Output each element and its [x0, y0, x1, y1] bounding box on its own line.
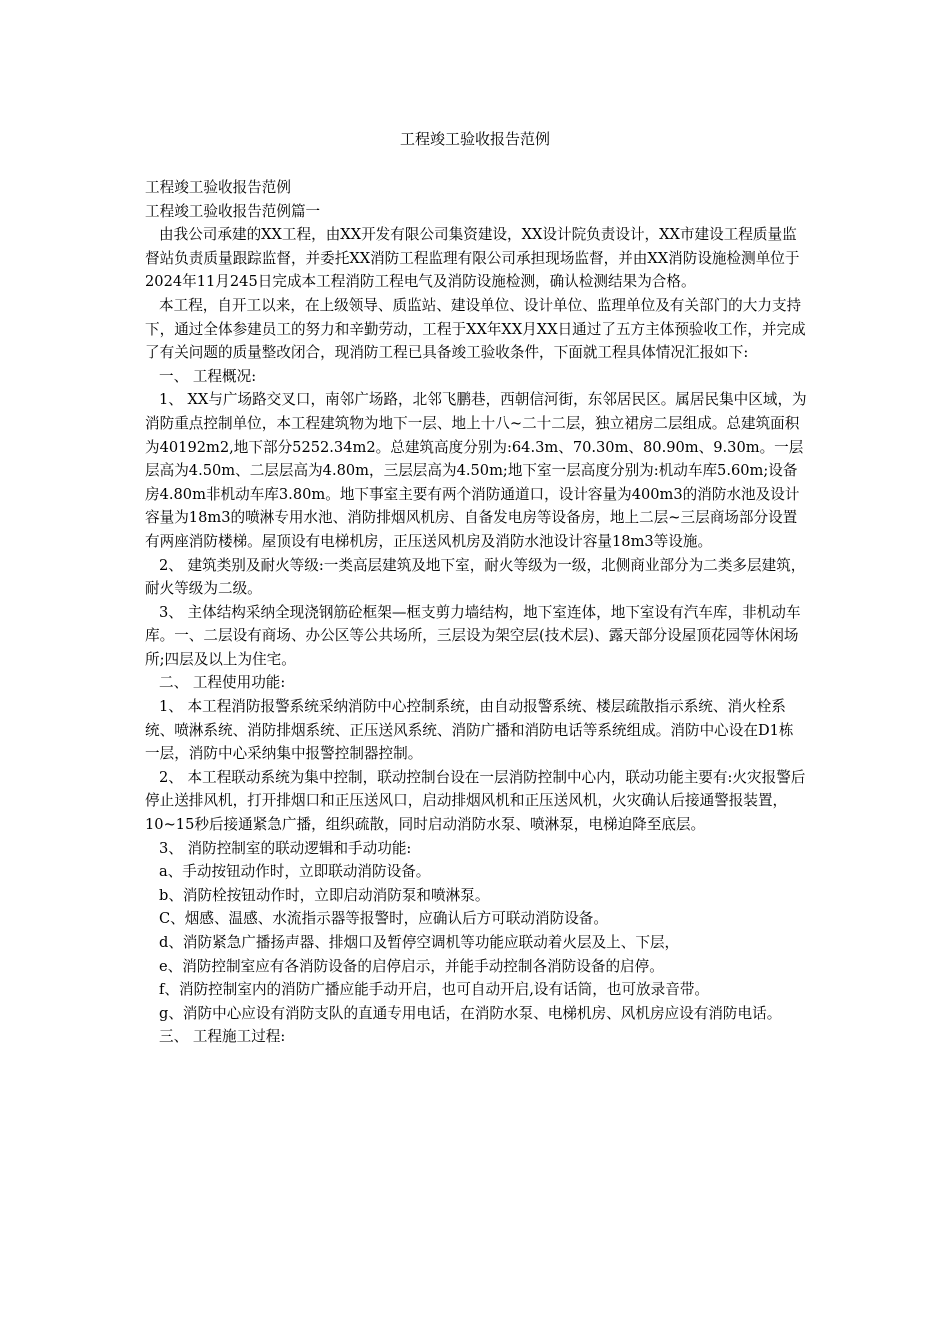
paragraph: 1、 本工程消防报警系统采纳消防中心控制系统，由自动报警系统、楼层疏散指示系统、消火栓系统、喷淋系统、消防排烟系统、正压送风系统、消防广播和消防电话等系统组成。消防中心设在D1栋一层，消防中心采纳集中报警控制器控制。: [145, 698, 794, 763]
paragraph: 由我公司承建的XX工程，由XX开发有限公司集资建设，XX设计院负责设计，XX市建设工程质量监督站负责质量跟踪监督，并委托XX消防工程监理有限公司承担现场监督，并由XX消防设施检测单位于2024年11月245日完成本工程消防工程电气及消防设施检测，确认检测结果为合格。: [145, 226, 800, 291]
document-title: 工程竣工验收报告范例: [399, 130, 550, 148]
list-item: f、消防控制室内的消防广播应能手动开启，也可自动开启,设有话筒，也可放录音带。: [159, 981, 710, 999]
section-heading: 一、 工程概况:: [159, 367, 257, 385]
list-item: g、消防中心应设有消防支队的直通专用电话，在消防水泵、电梯机房、风机房应设有消防电话。: [159, 1004, 782, 1022]
paragraph: 工程竣工验收报告范例: [145, 179, 291, 196]
list-item: e、消防控制室应有各消防设备的启停启示，并能手动控制各消防设备的启停。: [159, 957, 664, 975]
list-item: C、烟感、温感、水流指示器等报警时，应确认后方可联动消防设备。: [159, 910, 608, 928]
paragraph: 3、 消防控制室的联动逻辑和手动功能:: [159, 839, 412, 857]
paragraph: 工程竣工验收报告范例篇一: [145, 202, 321, 220]
section-heading: 三、 工程施工过程:: [159, 1028, 286, 1046]
section-heading: 二、 工程使用功能:: [159, 674, 286, 692]
paragraph: 3、 主体结构采纳全现浇钢筋砼框架—框支剪力墙结构，地下室连体，地下室设有汽车库，非机动车库。一、二层设有商场、办公区等公共场所，三层设为架空层(技术层)、露天部分设屋顶花园等休闲场所;四层及以上为住宅。: [145, 603, 801, 668]
document-body: [145, 176, 807, 1049]
paragraph: 本工程，自开工以来，在上级领导、质监站、建设单位、设计单位、监理单位及有关部门的大力支持下，通过全体参建员工的努力和辛勤劳动，工程于XX年XX月XX日通过了五方主体预验收工作，并完成了有关问题的质量整改闭合，现消防工程已具备竣工验收条件，下面就工程具体情况汇报如下:: [145, 296, 806, 362]
paragraph: 1、 XX与广场路交叉口，南邻广场路，北邻飞鹏巷，西朝信河街，东邻居民区。属居民集中区域，为消防重点控制单位，本工程建筑物为地下一层、地上十八~二十二层，独立裙房二层组成。总建筑面积为40192m2,地下部分5252.34m2。总建筑高度分别为:64.3m、70.30m、80.90m、9.30m。一层层高为4.50m、二层层高为4.80m，三层层高为4.50m;地下室一层高度分别为:机动车库5.60m;设备房4.80m非机动车库3.80m。地下事室主要有两个消防通道口，设计容量为400m3的消防水池及设计容量为18m3的喷淋专用水池、消防排烟风机房、自备发电房等设备房，地上二层~三层商场部分设置有两座消防楼梯。屋顶设有电梯机房，正压送风机房及消防水池设计容量18m3等设施。: [145, 391, 807, 550]
list-item: a、手动按钮动作时，立即联动消防设备。: [159, 863, 431, 881]
paragraph: 2、 建筑类别及耐火等级:一类高层建筑及地下室，耐火等级为一级，北侧商业部分为二类多层建筑，耐火等级为二级。: [145, 556, 806, 598]
list-item: d、消防紧急广播扬声器、排烟口及暂停空调机等功能应联动着火层及上、下层，: [159, 934, 680, 951]
paragraph: 2、 本工程联动系统为集中控制，联动控制台设在一层消防控制中心内，联动功能主要有:火灾报警后停止送排风机，打开排烟口和正压送风口，启动排烟风机和正压送风机，火灾确认后接通警报装置，10~15秒后接通紧急广播，组织疏散，同时启动消防水泵、喷淋泵，电梯迫降至底层。: [145, 768, 806, 834]
list-item: b、消防栓按钮动作时，立即启动消防泵和喷淋泵。: [159, 886, 490, 904]
